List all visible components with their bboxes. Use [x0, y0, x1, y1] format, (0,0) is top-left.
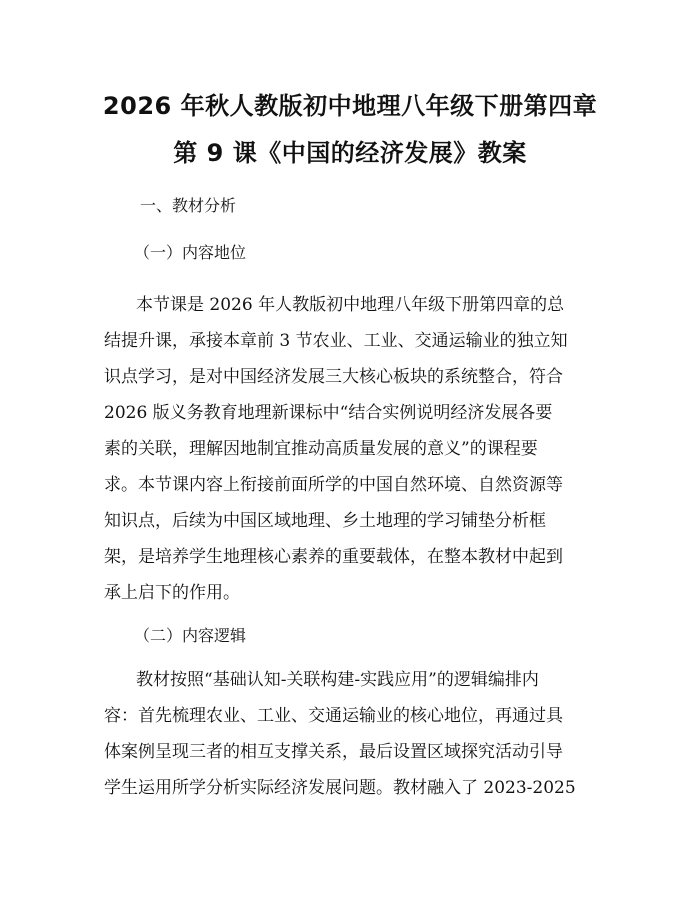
- paragraph-line: 学生运用所学分析实际经济发展问题。教材融入了 2023-2025: [104, 778, 576, 798]
- subsection-heading-content-logic: （二）内容逻辑: [134, 626, 247, 645]
- paragraph-line: 本节课是 2026 年人教版初中地理八年级下册第四章的总: [136, 295, 565, 315]
- document-title-line-2: 第 9 课《中国的经济发展》教案: [173, 139, 527, 167]
- paragraph-line: 容：首先梳理农业、工业、交通运输业的核心地位，再通过具: [104, 706, 563, 726]
- section-heading-textbook-analysis: 一、教材分析: [140, 196, 237, 215]
- subsection-heading-content-position: （一）内容地位: [134, 243, 247, 262]
- paragraph-line: 架，是培养学生地理核心素养的重要载体，在整本教材中起到: [104, 547, 563, 567]
- paragraph-line: 承上启下的作用。: [104, 583, 240, 603]
- paragraph-content-logic: [104, 662, 596, 806]
- paragraph-line: 体案例呈现三者的相互支撑关系，最后设置区域探究活动引导: [104, 742, 563, 762]
- paragraph-content-position: [104, 287, 596, 611]
- paragraph-line: 素的关联，理解因地制宜推动高质量发展的意义”的课程要: [104, 439, 538, 459]
- paragraph-line: 知识点，后续为中国区域地理、乡土地理的学习铺垫分析框: [104, 511, 546, 531]
- document-title-line-1: 2026 年秋人教版初中地理八年级下册第四章: [102, 92, 598, 120]
- paragraph-line: 2026 版义务教育地理新课标中“结合实例说明经济发展各要: [104, 403, 553, 423]
- paragraph-line: 求。本节课内容上衔接前面所学的中国自然环境、自然资源等: [104, 475, 563, 495]
- paragraph-line: 教材按照“基础认知-关联构建-实践应用”的逻辑编排内: [136, 670, 539, 690]
- paragraph-line: 结提升课，承接本章前 3 节农业、工业、交通运输业的独立知: [104, 331, 568, 351]
- paragraph-line: 识点学习，是对中国经济发展三大核心板块的系统整合，符合: [104, 367, 563, 387]
